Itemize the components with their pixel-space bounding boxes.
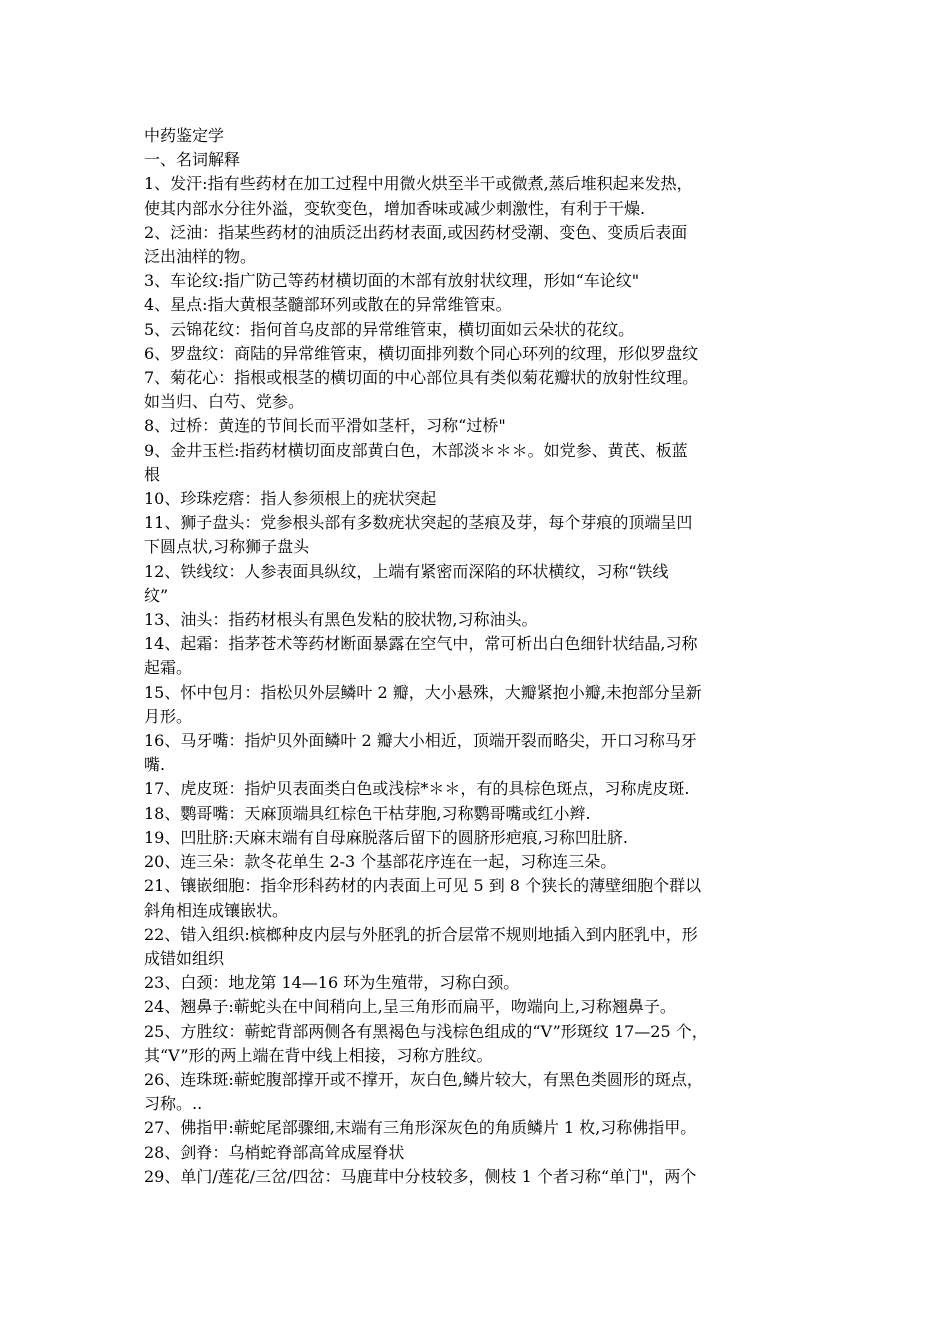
- text-line: 5、云锦花纹：指何首乌皮部的异常维管束，横切面如云朵状的花纹。: [144, 319, 635, 339]
- text-line: 8、过桥：黄连的节间长而平滑如茎杆，习称“过桥": [144, 416, 506, 436]
- text-line: 斜角相连成镶嵌状。: [144, 900, 289, 920]
- text-line: 16、马牙嘴：指炉贝外面鳞叶 2 瓣大小相近，顶端开裂而略尖，开口习称马牙: [144, 731, 697, 751]
- text-line: 如当归、白芍、党参。: [144, 392, 305, 412]
- text-line: 17、虎皮斑：指炉贝表面类白色或浅棕*＊＊，有的具棕色斑点，习称虎皮斑.: [144, 779, 690, 799]
- text-line: 12、铁线纹：人参表面具纵纹，上端有紧密而深陷的环状横纹，习称“铁线: [144, 561, 669, 581]
- text-line: 3、车论纹:指广防己等药材横切面的木部有放射状纹理，形如“车论纹": [144, 271, 640, 291]
- text-line: 22、错入组织:槟榔种皮内层与外胚乳的折合层常不规则地插入到内胚乳中，形: [144, 924, 698, 944]
- text-line: 21、镶嵌细胞：指伞形科药材的内表面上可见 5 到 8 个狭长的薄壁细胞个群以: [144, 876, 702, 896]
- text-line: 19、凹肚脐:天麻末端有自母麻脱落后留下的圆脐形疤痕,习称凹肚脐.: [144, 827, 628, 847]
- text-line: 月形。: [144, 706, 193, 726]
- text-line: 1、发汗:指有些药材在加工过程中用微火烘至半干或微煮,蒸后堆积起来发热，: [144, 174, 693, 194]
- text-line: 26、连珠斑:蕲蛇腹部撑开或不撑开，灰白色,鳞片较大，有黑色类圆形的斑点，: [144, 1069, 703, 1089]
- text-line: 成错如组织: [144, 948, 225, 968]
- text-line: 4、星点:指大黄根茎髓部环列或散在的异常维管束。: [144, 295, 512, 315]
- text-line: 13、油头：指药材根头有黑色发粘的胶状物,习称油头。: [144, 610, 538, 630]
- text-line: 24、翘鼻子:蕲蛇头在中间稍向上,呈三角形而扁平，吻端向上,习称翘鼻子。: [144, 997, 676, 1017]
- text-line: 18、鹦哥嘴：天麻顶端具红棕色干枯芽胞,习称鹦哥嘴或红小辫.: [144, 803, 591, 823]
- text-line: 嘴.: [144, 755, 166, 775]
- section-heading: 一、名词解释: [144, 150, 241, 170]
- text-line: 起霜。: [144, 658, 193, 678]
- text-line: 泛出油样的物。: [144, 247, 257, 267]
- text-line: 10、珍珠疙瘩：指人参须根上的疣状突起: [144, 489, 437, 509]
- text-line: 29、单门/莲花/三岔/四岔：马鹿茸中分枝较多，侧枝 1 个者习称“单门"，两个: [144, 1166, 697, 1186]
- definition-list: [144, 172, 814, 1189]
- text-line: 9、金井玉栏:指药材横切面皮部黄白色，木部淡＊＊＊。如党参、黄芪、板蓝: [144, 440, 688, 460]
- text-line: 27、佛指甲:蕲蛇尾部骤细,末端有三角形深灰色的角质鳞片 1 枚,习称佛指甲。: [144, 1118, 697, 1138]
- text-line: 其“V”形的两上端在背中线上相接，习称方胜纹。: [144, 1045, 493, 1065]
- text-line: 2、泛油：指某些药材的油质泛出药材表面,或因药材受潮、变色、变质后表面: [144, 222, 688, 242]
- text-line: 11、狮子盘头：党参根头部有多数疣状突起的茎痕及芽，每个芽痕的顶端呈凹: [144, 513, 693, 533]
- text-line: 7、菊花心：指根或根茎的横切面的中心部位具有类似菊花瓣状的放射性纹理。: [144, 368, 699, 388]
- document-page: [144, 124, 814, 1189]
- text-line: 使其内部水分往外溢，变软变色，增加香味或减少刺激性，有利于干燥.: [144, 198, 646, 218]
- text-line: 6、罗盘纹：商陆的异常维管束，横切面排列数个同心环列的纹理，形似罗盘纹: [144, 343, 699, 363]
- text-line: 25、方胜纹：蕲蛇背部两侧各有黑褐色与浅棕色组成的“V”形斑纹 17—25 个，: [144, 1021, 708, 1041]
- text-line: 习称。..: [144, 1094, 203, 1114]
- text-line: 下圆点状,习称狮子盘头: [144, 537, 310, 557]
- document-title: 中药鉴定学: [144, 126, 225, 145]
- text-line: 根: [144, 464, 161, 484]
- text-line: 纹”: [144, 585, 169, 605]
- text-line: 28、剑脊：乌梢蛇脊部高耸成屋脊状: [144, 1142, 405, 1162]
- text-line: 23、白颈：地龙第 14—16 环为生殖带，习称白颈。: [144, 973, 520, 993]
- text-line: 15、怀中包月：指松贝外层鳞叶 2 瓣，大小悬殊，大瓣紧抱小瓣,未抱部分呈新: [144, 682, 702, 702]
- text-line: 20、连三朵：款冬花单生 2-3 个基部花序连在一起，习称连三朵。: [144, 852, 617, 872]
- text-line: 14、起霜：指茅苍术等药材断面暴露在空气中，常可析出白色细针状结晶,习称: [144, 634, 698, 654]
